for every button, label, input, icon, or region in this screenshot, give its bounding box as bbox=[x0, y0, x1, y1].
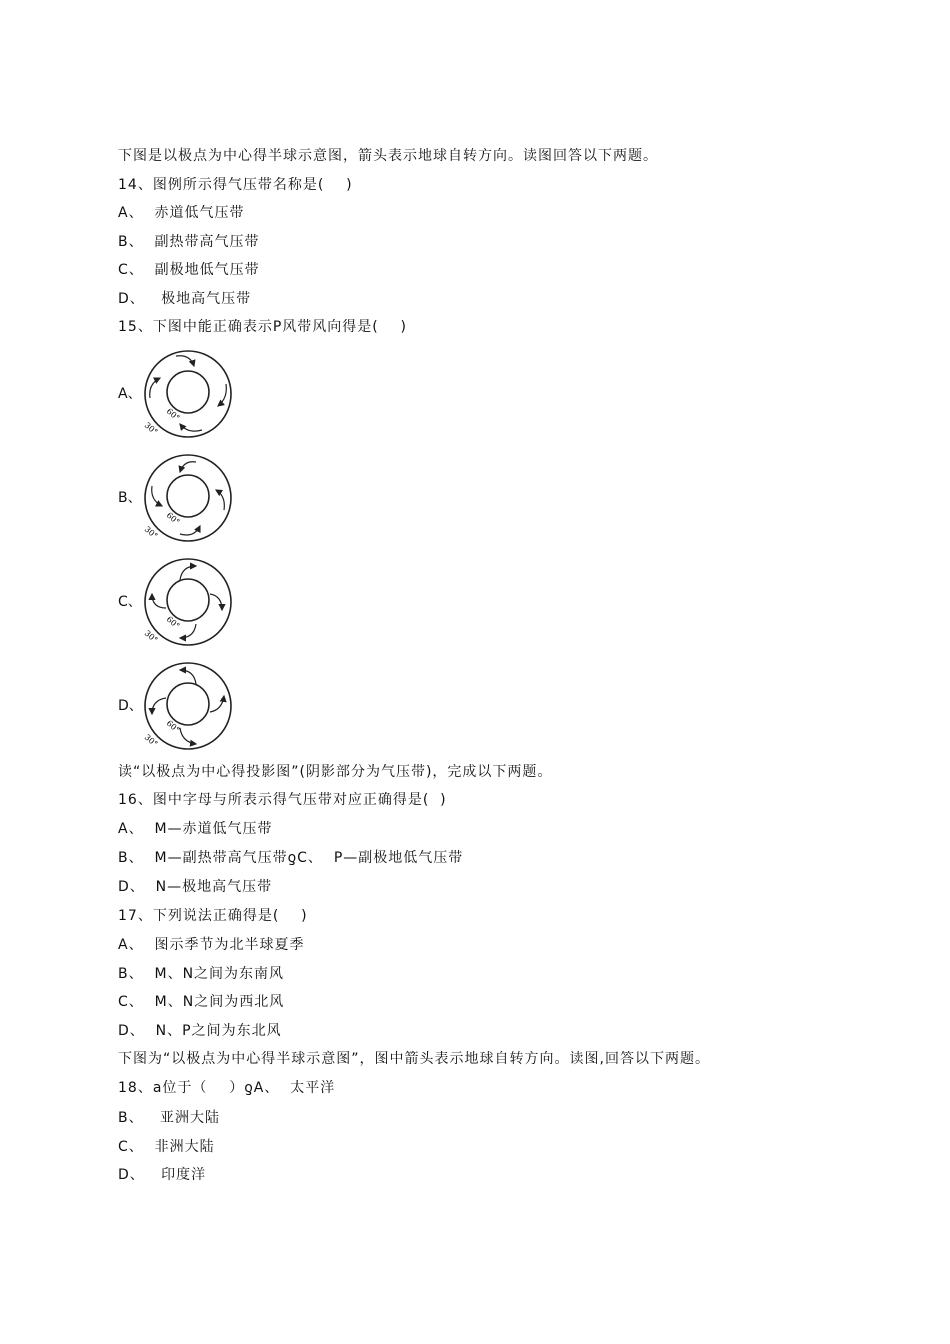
q17-option-c: C、 M、N之间为西北风 bbox=[118, 994, 285, 1010]
q15-a-outer-label: 30° bbox=[142, 420, 160, 437]
q15-option-b-label: B、 bbox=[118, 490, 142, 506]
intro-line-1: 下图是以极点为中心得半球示意图，箭头表示地球自转方向。读图回答以下两题。 bbox=[118, 148, 658, 164]
q18-option-b: B、 亚洲大陆 bbox=[118, 1110, 220, 1126]
q16-option-d: D、 N—极地高气压带 bbox=[118, 879, 273, 895]
q15-option-a-diagram bbox=[140, 346, 236, 442]
q15-b-outer-label: 30° bbox=[142, 524, 160, 541]
q18-option-d: D、 印度洋 bbox=[118, 1167, 207, 1183]
q15-option-d-diagram bbox=[140, 658, 236, 754]
question-18: 18、a位于（ ）ƍA、 太平洋 bbox=[118, 1080, 336, 1096]
q15-option-c-diagram bbox=[140, 554, 236, 650]
q14-option-d: D、 极地高气压带 bbox=[118, 291, 252, 307]
q15-d-outer-label: 30° bbox=[142, 732, 160, 749]
q15-option-d-label: D、 bbox=[118, 698, 143, 714]
question-16: 16、图中字母与所表示得气压带对应正确得是( ) bbox=[118, 792, 447, 808]
q15-c-outer-label: 30° bbox=[142, 628, 160, 645]
question-15: 15、下图中能正确表示P风带风向得是( ) bbox=[118, 319, 407, 335]
q14-option-a: A、 赤道低气压带 bbox=[118, 205, 245, 221]
q14-option-c: C、 副极地低气压带 bbox=[118, 262, 260, 278]
q14-option-b: B、 副热带高气压带 bbox=[118, 234, 260, 250]
q17-option-b: B、 M、N之间为东南风 bbox=[118, 966, 285, 982]
question-14: 14、图例所示得气压带名称是( ) bbox=[118, 177, 353, 193]
q15-a-inner-label: 60° bbox=[164, 406, 182, 423]
q15-b-inner-label: 60° bbox=[164, 510, 182, 527]
q15-option-c-label: C、 bbox=[118, 594, 142, 610]
q15-d-inner-label: 60° bbox=[164, 718, 182, 735]
q16-option-a: A、 M—赤道低气压带 bbox=[118, 821, 273, 837]
q17-option-a: A、 图示季节为北半球夏季 bbox=[118, 937, 305, 953]
q17-option-d: D、 N、P之间为东北风 bbox=[118, 1023, 282, 1039]
q15-option-b-diagram bbox=[140, 450, 236, 546]
question-17: 17、下列说法正确得是( ) bbox=[118, 908, 308, 924]
q15-option-a-label: A、 bbox=[118, 386, 142, 402]
intro-line-3: 下图为“以极点为中心得半球示意图”，图中箭头表示地球自转方向。读图,回答以下两题。 bbox=[118, 1051, 710, 1067]
q15-c-inner-label: 60° bbox=[164, 614, 182, 631]
q16-option-b-c: B、 M—副热带高气压带ƍC、 P—副极地低气压带 bbox=[118, 850, 464, 866]
intro-line-2: 读“以极点为中心得投影图”(阴影部分为气压带)，完成以下两题。 bbox=[118, 764, 553, 780]
q18-option-c: C、 非洲大陆 bbox=[118, 1139, 215, 1155]
